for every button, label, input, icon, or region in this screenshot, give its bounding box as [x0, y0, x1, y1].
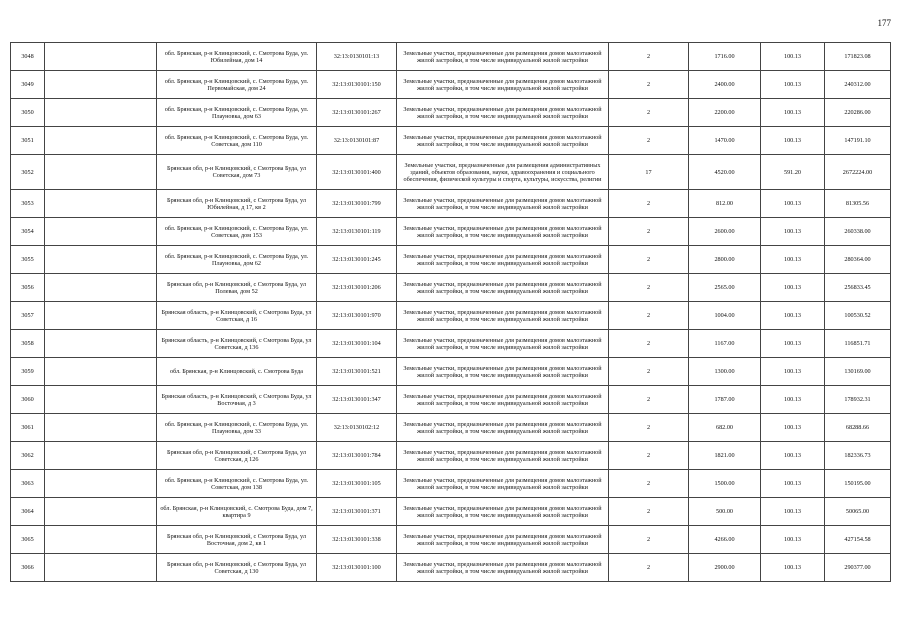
row-number-cell: 3052 — [11, 155, 45, 190]
cadastral-number-cell: 32:13:0130101:371 — [317, 498, 397, 526]
row-number-cell: 3051 — [11, 127, 45, 155]
cadastral-value-cell: 100530.52 — [825, 302, 891, 330]
specific-value-cell: 100.13 — [761, 554, 825, 582]
cadastral-value-cell: 240312.00 — [825, 71, 891, 99]
row-number-cell: 3054 — [11, 218, 45, 246]
land-use-cell: Земельные участки, предназначенные для размещения домов малоэтажной жилой застройки, в том числе индивидуальной жилой застройки — [397, 442, 609, 470]
specific-value-cell: 100.13 — [761, 498, 825, 526]
empty-cell — [45, 498, 157, 526]
area-cell: 2200.00 — [689, 99, 761, 127]
row-number-cell: 3057 — [11, 302, 45, 330]
empty-cell — [45, 127, 157, 155]
cadastral-value-cell: 290377.00 — [825, 554, 891, 582]
specific-value-cell: 100.13 — [761, 526, 825, 554]
land-use-cell: Земельные участки, предназначенные для размещения домов малоэтажной жилой застройки, в том числе индивидуальной жилой застройки — [397, 43, 609, 71]
address-cell: обл. Брянская, р-н Клинцовский, с. Смотрова Буда, ул. Плауновка, дом 63 — [157, 99, 317, 127]
area-cell: 1500.00 — [689, 470, 761, 498]
table-row — [11, 274, 891, 302]
cadastral-value-cell: 130169.00 — [825, 358, 891, 386]
address-cell: Брянская обл, р-н Клинцовский, с Смотрова Буда, ул Советская, д 126 — [157, 442, 317, 470]
land-use-cell: Земельные участки, предназначенные для размещения домов малоэтажной жилой застройки, в том числе индивидуальной жилой застройки — [397, 470, 609, 498]
address-cell: обл. Брянская, р-н Клинцовский, с. Смотрова Буда, ул. Плауновка, дом 33 — [157, 414, 317, 442]
empty-cell — [45, 386, 157, 414]
cadastral-value-cell: 260338.00 — [825, 218, 891, 246]
empty-cell — [45, 554, 157, 582]
land-use-cell: Земельные участки, предназначенные для размещения домов малоэтажной жилой застройки, в том числе индивидуальной жилой застройки — [397, 358, 609, 386]
use-group-cell: 17 — [609, 155, 689, 190]
specific-value-cell: 100.13 — [761, 43, 825, 71]
area-cell: 4266.00 — [689, 526, 761, 554]
cadastral-value-cell: 171823.08 — [825, 43, 891, 71]
row-number-cell: 3050 — [11, 99, 45, 127]
area-cell: 500.00 — [689, 498, 761, 526]
address-cell: Брянская обл, р-н Клинцовский, с Смотрова Буда, ул Советская, дом 73 — [157, 155, 317, 190]
table-row — [11, 330, 891, 358]
empty-cell — [45, 442, 157, 470]
use-group-cell: 2 — [609, 554, 689, 582]
address-cell: обл. Брянская, р-н Клинцовский, с. Смотрова Буда, ул. Плауновка, дом 62 — [157, 246, 317, 274]
cadastral-value-cell: 427154.58 — [825, 526, 891, 554]
table-row — [11, 99, 891, 127]
area-cell: 2400.00 — [689, 71, 761, 99]
cadastral-value-cell: 68288.66 — [825, 414, 891, 442]
row-number-cell: 3048 — [11, 43, 45, 71]
area-cell: 682.00 — [689, 414, 761, 442]
row-number-cell: 3060 — [11, 386, 45, 414]
area-cell: 1167.00 — [689, 330, 761, 358]
use-group-cell: 2 — [609, 274, 689, 302]
cadastral-value-cell: 147191.10 — [825, 127, 891, 155]
land-use-cell: Земельные участки, предназначенные для размещения домов малоэтажной жилой застройки, в том числе индивидуальной жилой застройки — [397, 330, 609, 358]
land-use-cell: Земельные участки, предназначенные для размещения домов малоэтажной жилой застройки, в том числе индивидуальной жилой застройки — [397, 414, 609, 442]
address-cell: Брянская область, р-н Клинцовский, с Смотрова Буда, ул Советская, д 16 — [157, 302, 317, 330]
area-cell: 2600.00 — [689, 218, 761, 246]
cadastral-number-cell: 32:13:0130101:338 — [317, 526, 397, 554]
specific-value-cell: 100.13 — [761, 246, 825, 274]
table-row — [11, 302, 891, 330]
use-group-cell: 2 — [609, 302, 689, 330]
use-group-cell: 2 — [609, 218, 689, 246]
table-row — [11, 127, 891, 155]
address-cell: обл. Брянская, р-н Клинцовский, с. Смотрова Буда, дом 7, квартира 9 — [157, 498, 317, 526]
specific-value-cell: 100.13 — [761, 71, 825, 99]
area-cell: 1300.00 — [689, 358, 761, 386]
empty-cell — [45, 155, 157, 190]
row-number-cell: 3061 — [11, 414, 45, 442]
cadastral-number-cell: 32:13:0130101:784 — [317, 442, 397, 470]
empty-cell — [45, 330, 157, 358]
area-cell: 1004.00 — [689, 302, 761, 330]
use-group-cell: 2 — [609, 526, 689, 554]
specific-value-cell: 100.13 — [761, 414, 825, 442]
table-row — [11, 386, 891, 414]
specific-value-cell: 100.13 — [761, 190, 825, 218]
land-use-cell: Земельные участки, предназначенные для размещения домов малоэтажной жилой застройки, в том числе индивидуальной жилой застройки — [397, 218, 609, 246]
row-number-cell: 3064 — [11, 498, 45, 526]
area-cell: 4520.00 — [689, 155, 761, 190]
address-cell: Брянская обл, р-н Клинцовский, с Смотрова Буда, ул Полевая, дом 52 — [157, 274, 317, 302]
table-row — [11, 526, 891, 554]
area-cell: 1470.00 — [689, 127, 761, 155]
land-use-cell: Земельные участки, предназначенные для размещения домов малоэтажной жилой застройки, в том числе индивидуальной жилой застройки — [397, 526, 609, 554]
specific-value-cell: 100.13 — [761, 218, 825, 246]
cadastral-number-cell: 32:13:0130101:87 — [317, 127, 397, 155]
row-number-cell: 3059 — [11, 358, 45, 386]
table-row — [11, 155, 891, 190]
cadastral-value-cell: 220286.00 — [825, 99, 891, 127]
use-group-cell: 2 — [609, 246, 689, 274]
area-cell: 1787.00 — [689, 386, 761, 414]
address-cell: Брянская обл, р-н Клинцовский, с Смотрова Буда, ул Восточная, дом 2, кв 1 — [157, 526, 317, 554]
area-cell: 1716.00 — [689, 43, 761, 71]
address-cell: обл. Брянская, р-н Клинцовский, с. Смотрова Буда, ул. Советская, дом 153 — [157, 218, 317, 246]
empty-cell — [45, 190, 157, 218]
table-row — [11, 218, 891, 246]
land-use-cell: Земельные участки, предназначенные для размещения домов малоэтажной жилой застройки, в том числе индивидуальной жилой застройки — [397, 274, 609, 302]
specific-value-cell: 591.20 — [761, 155, 825, 190]
specific-value-cell: 100.13 — [761, 386, 825, 414]
land-use-cell: Земельные участки, предназначенные для размещения домов малоэтажной жилой застройки, в том числе индивидуальной жилой застройки — [397, 190, 609, 218]
row-number-cell: 3058 — [11, 330, 45, 358]
cadastral-number-cell: 32:13:0130101:400 — [317, 155, 397, 190]
use-group-cell: 2 — [609, 71, 689, 99]
land-use-cell: Земельные участки, предназначенные для размещения административных зданий, объектов образования, науки, здравоохранения и социального обеспечения, физической культуры и спорта, культуры, искусства, религии — [397, 155, 609, 190]
cadastral-value-cell: 81305.56 — [825, 190, 891, 218]
cadastral-value-cell: 2672224.00 — [825, 155, 891, 190]
cadastral-value-cell: 182336.73 — [825, 442, 891, 470]
row-number-cell: 3063 — [11, 470, 45, 498]
specific-value-cell: 100.13 — [761, 302, 825, 330]
empty-cell — [45, 43, 157, 71]
table-body — [11, 43, 891, 582]
cadastral-value-cell: 50065.00 — [825, 498, 891, 526]
table-row — [11, 71, 891, 99]
specific-value-cell: 100.13 — [761, 442, 825, 470]
specific-value-cell: 100.13 — [761, 470, 825, 498]
land-use-cell: Земельные участки, предназначенные для размещения домов малоэтажной жилой застройки, в том числе индивидуальной жилой застройки — [397, 127, 609, 155]
table-row — [11, 246, 891, 274]
table-row — [11, 554, 891, 582]
use-group-cell: 2 — [609, 442, 689, 470]
specific-value-cell: 100.13 — [761, 99, 825, 127]
area-cell: 2900.00 — [689, 554, 761, 582]
use-group-cell: 2 — [609, 99, 689, 127]
empty-cell — [45, 71, 157, 99]
cadastral-value-cell: 178932.31 — [825, 386, 891, 414]
specific-value-cell: 100.13 — [761, 330, 825, 358]
use-group-cell: 2 — [609, 470, 689, 498]
address-cell: обл. Брянская, р-н Клинцовский, с. Смотрова Буда, ул. Советская, дом 138 — [157, 470, 317, 498]
land-use-cell: Земельные участки, предназначенные для размещения домов малоэтажной жилой застройки, в том числе индивидуальной жилой застройки — [397, 71, 609, 99]
address-cell: Брянская обл, р-н Клинцовский, с Смотрова Буда, ул Советская, д 130 — [157, 554, 317, 582]
table-row — [11, 442, 891, 470]
cadastral-value-cell: 150195.00 — [825, 470, 891, 498]
row-number-cell: 3062 — [11, 442, 45, 470]
cadastral-value-cell: 280364.00 — [825, 246, 891, 274]
table-row — [11, 470, 891, 498]
cadastral-value-cell: 256833.45 — [825, 274, 891, 302]
use-group-cell: 2 — [609, 358, 689, 386]
row-number-cell: 3053 — [11, 190, 45, 218]
empty-cell — [45, 414, 157, 442]
empty-cell — [45, 246, 157, 274]
cadastral-value-table — [10, 42, 891, 582]
land-use-cell: Земельные участки, предназначенные для размещения домов малоэтажной жилой застройки, в том числе индивидуальной жилой застройки — [397, 99, 609, 127]
page-number: 177 — [877, 18, 891, 28]
use-group-cell: 2 — [609, 330, 689, 358]
cadastral-number-cell: 32:13:0130101:267 — [317, 99, 397, 127]
cadastral-number-cell: 32:13:0130101:119 — [317, 218, 397, 246]
use-group-cell: 2 — [609, 414, 689, 442]
empty-cell — [45, 358, 157, 386]
area-cell: 2565.00 — [689, 274, 761, 302]
use-group-cell: 2 — [609, 498, 689, 526]
area-cell: 1821.00 — [689, 442, 761, 470]
cadastral-number-cell: 32:13:0130101:970 — [317, 302, 397, 330]
row-number-cell: 3055 — [11, 246, 45, 274]
land-use-cell: Земельные участки, предназначенные для размещения домов малоэтажной жилой застройки, в том числе индивидуальной жилой застройки — [397, 246, 609, 274]
empty-cell — [45, 274, 157, 302]
cadastral-number-cell: 32:13:0130101:206 — [317, 274, 397, 302]
row-number-cell: 3049 — [11, 71, 45, 99]
cadastral-number-cell: 32:13:0130101:100 — [317, 554, 397, 582]
empty-cell — [45, 218, 157, 246]
specific-value-cell: 100.13 — [761, 274, 825, 302]
cadastral-number-cell: 32:13:0130101:245 — [317, 246, 397, 274]
cadastral-number-cell: 32:13:0130101:105 — [317, 470, 397, 498]
address-cell: Брянская обл, р-н Клинцовский, с Смотрова Буда, ул Юбилейная, д 17, кв 2 — [157, 190, 317, 218]
cadastral-number-cell: 32:13:0130101:799 — [317, 190, 397, 218]
empty-cell — [45, 99, 157, 127]
empty-cell — [45, 526, 157, 554]
table-row — [11, 190, 891, 218]
land-use-cell: Земельные участки, предназначенные для размещения домов малоэтажной жилой застройки, в том числе индивидуальной жилой застройки — [397, 498, 609, 526]
land-use-cell: Земельные участки, предназначенные для размещения домов малоэтажной жилой застройки, в том числе индивидуальной жилой застройки — [397, 302, 609, 330]
empty-cell — [45, 302, 157, 330]
area-cell: 2800.00 — [689, 246, 761, 274]
address-cell: обл. Брянская, р-н Клинцовский, с. Смотрова Буда, ул. Юбилейная, дом 14 — [157, 43, 317, 71]
address-cell: обл. Брянская, р-н Клинцовский, с. Смотрова Буда, ул. Первомайская, дом 24 — [157, 71, 317, 99]
cadastral-number-cell: 32:13:0130101:104 — [317, 330, 397, 358]
use-group-cell: 2 — [609, 127, 689, 155]
area-cell: 812.00 — [689, 190, 761, 218]
row-number-cell: 3056 — [11, 274, 45, 302]
cadastral-number-cell: 32:13:0130101:347 — [317, 386, 397, 414]
cadastral-value-cell: 116851.71 — [825, 330, 891, 358]
address-cell: Брянская область, р-н Клинцовский, с Смотрова Буда, ул Восточная, д 3 — [157, 386, 317, 414]
table-row — [11, 358, 891, 386]
specific-value-cell: 100.13 — [761, 358, 825, 386]
cadastral-number-cell: 32:13:0130101:521 — [317, 358, 397, 386]
use-group-cell: 2 — [609, 190, 689, 218]
specific-value-cell: 100.13 — [761, 127, 825, 155]
table-row — [11, 414, 891, 442]
empty-cell — [45, 470, 157, 498]
table-row — [11, 498, 891, 526]
address-cell: обл. Брянская, р-н Клинцовский, с. Смотрова Буда, ул. Советская, дом 110 — [157, 127, 317, 155]
table-row — [11, 43, 891, 71]
row-number-cell: 3065 — [11, 526, 45, 554]
cadastral-number-cell: 32:13:0130102:12 — [317, 414, 397, 442]
address-cell: обл. Брянская, р-н Клинцовский, с. Смотрова Буда — [157, 358, 317, 386]
address-cell: Брянская область, р-н Клинцовский, с Смотрова Буда, ул Советская, д 136 — [157, 330, 317, 358]
row-number-cell: 3066 — [11, 554, 45, 582]
cadastral-number-cell: 32:13:0130101:13 — [317, 43, 397, 71]
use-group-cell: 2 — [609, 43, 689, 71]
cadastral-number-cell: 32:13:0130101:150 — [317, 71, 397, 99]
use-group-cell: 2 — [609, 386, 689, 414]
land-use-cell: Земельные участки, предназначенные для размещения домов малоэтажной жилой застройки, в том числе индивидуальной жилой застройки — [397, 554, 609, 582]
land-use-cell: Земельные участки, предназначенные для размещения домов малоэтажной жилой застройки, в том числе индивидуальной жилой застройки — [397, 386, 609, 414]
